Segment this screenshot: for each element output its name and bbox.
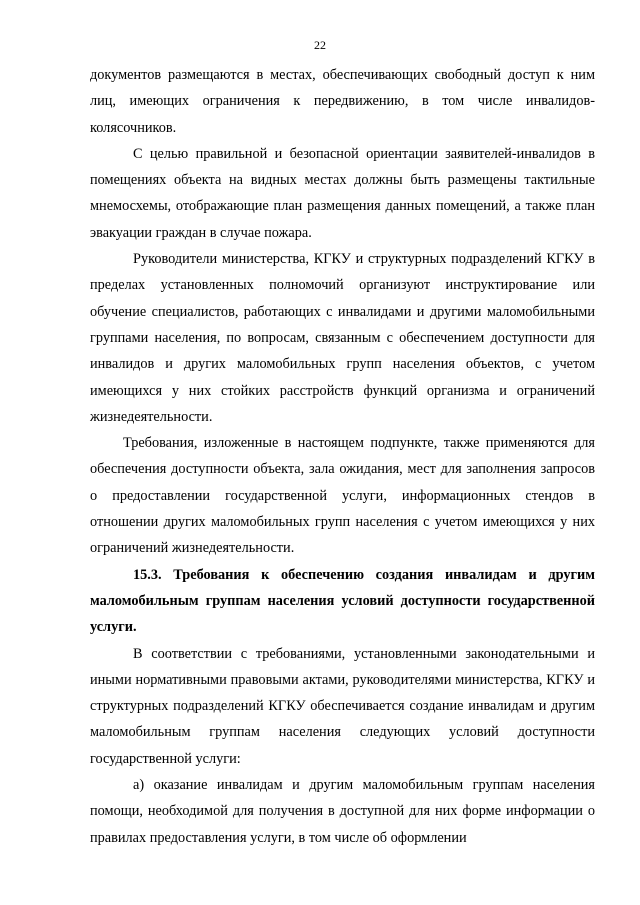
paragraph-requirements-scope: Требования, изложенные в настоящем подпункте, также применяются для обеспечения доступности объекта, зала ожидания, мест для заполнения запросов о предоставлении государственной услуги, информационных стендов в отношении других маломобильных групп населения с учетом имеющихся у них ограничений жизнедеятельности.: [90, 435, 595, 557]
page-number: 22: [314, 38, 326, 52]
paragraph-accessibility-conditions: В соответствии с требованиями, установленными законодательными и иными нормативными правовыми актами, руководителями министерства, КГКУ и структурных подразделений КГКУ обеспечивается создание инвалидам и другим маломобильным группам населения следующих условий доступности государственной услуги:: [90, 645, 595, 767]
document-body: [90, 62, 595, 851]
paragraph-staff-training: Руководители министерства, КГКУ и структурных подразделений КГКУ в пределах установленных полномочий организуют инструктирование или обучение специалистов, работающих с инвалидами и другими маломобильными группами населения, по вопросам, связанным с обеспечением доступности для инвалидов и других маломобильных групп населения объектов, с учетом имеющихся у них стойких расстройств функций организма и ограничений жизнедеятельности.: [90, 251, 595, 425]
paragraph-tactile-schemes: С целью правильной и безопасной ориентации заявителей-инвалидов в помещениях объекта на видных местах должны быть размещены тактильные мнемосхемы, отображающие план размещения данных помещений, а также план эвакуации граждан в случае пожара.: [90, 145, 595, 241]
paragraph-continuation: документов размещаются в местах, обеспечивающих свободный доступ к ним лиц, имеющих ограничения к передвижению, в том числе инвалидов-колясочников.: [90, 67, 595, 136]
section-heading-15-3: 15.3. Требования к обеспечению создания инвалидам и другим маломобильным группам населения условий доступности государственной услуги.: [90, 566, 595, 636]
list-item-a: а) оказание инвалидам и другим маломобильным группам населения помощи, необходимой для получения в доступной для них форме информации о правилах предоставления услуги, в том числе об оформлении: [90, 777, 595, 846]
